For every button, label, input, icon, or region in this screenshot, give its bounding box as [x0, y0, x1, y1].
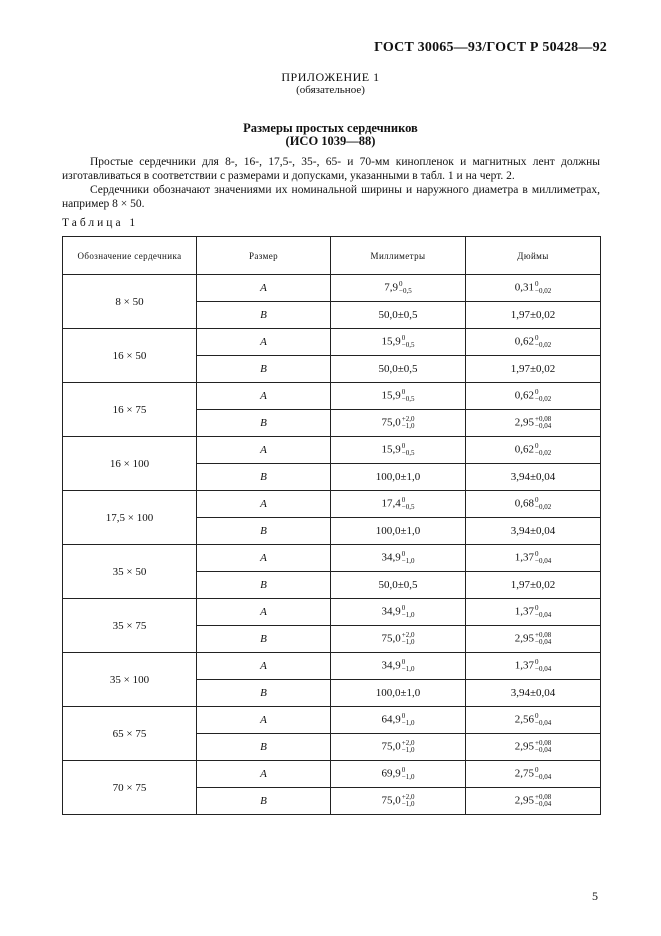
mm-cell-base: 50,0±0,5 — [378, 363, 418, 375]
mm-cell — [331, 761, 466, 788]
inch-cell — [466, 653, 601, 680]
mm-cell — [331, 464, 466, 491]
upper-tolerance: 0 — [401, 766, 406, 774]
section-heading — [0, 122, 661, 148]
mm-cell-tolerance — [402, 389, 415, 403]
table-row — [63, 545, 601, 572]
mm-cell — [331, 356, 466, 383]
upper-tolerance: 0 — [535, 550, 539, 558]
mm-cell — [331, 599, 466, 626]
upper-tolerance: 0 — [535, 334, 539, 342]
inch-cell-base: 3,94±0,04 — [510, 471, 556, 483]
inch-cell — [466, 491, 601, 518]
inch-cell-tolerance — [535, 551, 551, 565]
upper-tolerance: 0 — [401, 442, 406, 450]
mm-cell-tolerance — [402, 416, 415, 430]
inch-cell — [466, 302, 601, 329]
mm-cell-tolerance — [402, 443, 415, 457]
inch-cell — [466, 788, 601, 815]
upper-tolerance: +0,08 — [535, 739, 552, 747]
table-row — [63, 275, 601, 302]
inch-cell — [466, 545, 601, 572]
upper-tolerance: +2,0 — [401, 631, 415, 639]
size-cell: B — [197, 518, 331, 545]
paragraph-2: Сердечники обозначают значениями их номинальной ширины и наружного диаметра в миллиметрах, например 8 × 50. — [62, 184, 600, 210]
mm-cell-base: 75,0 — [381, 794, 401, 807]
inch-cell-base: 1,37 — [514, 659, 535, 672]
inch-cell-tolerance — [535, 740, 551, 754]
lower-tolerance: −1,0 — [401, 557, 415, 565]
lower-tolerance: −0,02 — [535, 287, 552, 295]
lower-tolerance: −1,0 — [401, 638, 415, 646]
lower-tolerance: −0,04 — [535, 746, 552, 754]
size-cell: B — [197, 410, 331, 437]
header-millimeters: Миллиметры — [331, 237, 466, 275]
mm-cell-base: 75,0 — [381, 740, 401, 753]
lower-tolerance: −1,0 — [401, 422, 415, 430]
mm-cell — [331, 275, 466, 302]
core-designation-cell: 65 × 75 — [63, 707, 197, 761]
mm-cell — [331, 383, 466, 410]
mm-cell-base: 15,9 — [381, 443, 401, 456]
inch-cell-tolerance — [535, 659, 551, 673]
upper-tolerance: 0 — [401, 496, 406, 504]
size-cell: B — [197, 788, 331, 815]
mm-cell-tolerance — [402, 605, 415, 619]
inch-cell-base: 3,94±0,04 — [510, 525, 556, 537]
upper-tolerance: 0 — [401, 604, 406, 612]
mm-cell-base: 50,0±0,5 — [378, 309, 418, 321]
lower-tolerance: −1,0 — [401, 773, 415, 781]
lower-tolerance: −0,5 — [399, 287, 412, 295]
inch-cell-base: 0,68 — [514, 497, 535, 510]
inch-cell — [466, 275, 601, 302]
mm-cell-tolerance — [402, 632, 415, 646]
inch-cell-tolerance — [535, 281, 551, 295]
size-cell: A — [197, 383, 331, 410]
core-designation-cell: 35 × 100 — [63, 653, 197, 707]
header-inches: Дюймы — [466, 237, 601, 275]
table-row — [63, 707, 601, 734]
inch-cell-tolerance — [535, 443, 551, 457]
mm-cell-base: 100,0±1,0 — [375, 687, 421, 699]
table-row — [63, 383, 601, 410]
lower-tolerance: −0,02 — [535, 449, 552, 457]
size-cell: B — [197, 680, 331, 707]
inch-cell-tolerance — [535, 389, 551, 403]
lower-tolerance: −0,04 — [535, 611, 552, 619]
core-designation-cell: 70 × 75 — [63, 761, 197, 815]
mm-cell-tolerance — [402, 497, 415, 511]
upper-tolerance: +0,08 — [535, 793, 552, 801]
inch-cell — [466, 518, 601, 545]
table-row — [63, 599, 601, 626]
mm-cell — [331, 410, 466, 437]
mm-cell-base: 64,9 — [381, 713, 401, 726]
core-designation-cell: 16 × 50 — [63, 329, 197, 383]
inch-cell-tolerance — [535, 632, 551, 646]
document-header: ГОСТ 30065—93/ГОСТ Р 50428—92 — [374, 40, 607, 55]
mm-cell — [331, 329, 466, 356]
table-row — [63, 329, 601, 356]
mm-cell-tolerance — [402, 551, 415, 565]
mm-cell-tolerance — [402, 335, 415, 349]
annex-subtitle: (обязательное) — [296, 84, 365, 96]
inch-cell-base: 1,97±0,02 — [510, 309, 556, 321]
inch-cell-tolerance — [535, 794, 551, 808]
upper-tolerance: 0 — [535, 766, 539, 774]
lower-tolerance: −0,04 — [535, 800, 552, 808]
inch-cell-tolerance — [535, 416, 551, 430]
header-size: Размер — [197, 237, 331, 275]
mm-cell-base: 34,9 — [381, 605, 401, 618]
inch-cell-base: 2,95 — [514, 416, 535, 429]
upper-tolerance: 0 — [535, 280, 539, 288]
mm-cell — [331, 734, 466, 761]
upper-tolerance: +2,0 — [401, 793, 415, 801]
core-designation-cell: 35 × 75 — [63, 599, 197, 653]
core-designation-cell: 16 × 100 — [63, 437, 197, 491]
size-cell: A — [197, 437, 331, 464]
size-cell: A — [197, 599, 331, 626]
inch-cell-base: 2,95 — [514, 794, 535, 807]
upper-tolerance: 0 — [401, 712, 406, 720]
core-designation-cell: 16 × 75 — [63, 383, 197, 437]
size-cell: A — [197, 275, 331, 302]
mm-cell-tolerance — [399, 281, 412, 295]
mm-cell — [331, 545, 466, 572]
core-designation-cell: 8 × 50 — [63, 275, 197, 329]
mm-cell-base: 17,4 — [381, 497, 401, 510]
upper-tolerance: 0 — [401, 550, 406, 558]
lower-tolerance: −0,5 — [401, 503, 415, 511]
inch-cell — [466, 599, 601, 626]
inch-cell-base: 2,95 — [514, 632, 535, 645]
mm-cell-base: 100,0±1,0 — [375, 525, 421, 537]
mm-cell-base: 34,9 — [381, 659, 401, 672]
lower-tolerance: −0,5 — [401, 449, 415, 457]
mm-cell-tolerance — [402, 659, 415, 673]
lower-tolerance: −0,02 — [535, 395, 552, 403]
mm-cell — [331, 788, 466, 815]
inch-cell-base: 0,62 — [514, 443, 535, 456]
upper-tolerance: 0 — [535, 658, 539, 666]
lower-tolerance: −0,04 — [535, 557, 552, 565]
size-cell: B — [197, 734, 331, 761]
inch-cell-tolerance — [535, 713, 551, 727]
mm-cell-base: 50,0±0,5 — [378, 579, 418, 591]
upper-tolerance: +0,08 — [535, 415, 552, 423]
inch-cell — [466, 410, 601, 437]
annex-title: ПРИЛОЖЕНИЕ 1 — [281, 70, 380, 84]
lower-tolerance: −1,0 — [401, 719, 415, 727]
size-cell: A — [197, 545, 331, 572]
mm-cell — [331, 653, 466, 680]
dimensions-table — [62, 236, 601, 815]
header-core-designation: Обозначение сердечника — [63, 237, 197, 275]
inch-cell — [466, 329, 601, 356]
core-designation-cell: 17,5 × 100 — [63, 491, 197, 545]
inch-cell — [466, 356, 601, 383]
section-subtitle: (ИСО 1039—88) — [285, 134, 376, 148]
size-cell: B — [197, 356, 331, 383]
inch-cell-base: 1,97±0,02 — [510, 363, 556, 375]
lower-tolerance: −0,02 — [535, 503, 552, 511]
paragraph-1: Простые сердечники для 8-, 16-, 17,5-, 35-, 65- и 70-мм кинопленок и магнитных лент должны изготавливаться в соответствии с размерами и допусками, указанными в табл. 1 и на черт. 2. — [62, 156, 600, 182]
inch-cell-tolerance — [535, 767, 551, 781]
size-cell: A — [197, 329, 331, 356]
upper-tolerance: +2,0 — [401, 415, 415, 423]
inch-cell-base: 0,31 — [514, 281, 535, 294]
upper-tolerance: 0 — [401, 388, 406, 396]
upper-tolerance: 0 — [535, 496, 539, 504]
inch-cell-base: 1,37 — [514, 605, 535, 618]
lower-tolerance: −0,04 — [535, 638, 552, 646]
mm-cell — [331, 491, 466, 518]
inch-cell-base: 0,62 — [514, 389, 535, 402]
mm-cell-base: 100,0±1,0 — [375, 471, 421, 483]
table-row — [63, 653, 601, 680]
upper-tolerance: +2,0 — [401, 739, 415, 747]
upper-tolerance: 0 — [399, 280, 403, 288]
inch-cell-base: 2,56 — [514, 713, 535, 726]
inch-cell-base: 0,62 — [514, 335, 535, 348]
inch-cell — [466, 464, 601, 491]
mm-cell — [331, 626, 466, 653]
size-cell: B — [197, 626, 331, 653]
mm-cell-base: 69,9 — [381, 767, 401, 780]
inch-cell — [466, 572, 601, 599]
inch-cell — [466, 680, 601, 707]
inch-cell — [466, 383, 601, 410]
mm-cell — [331, 518, 466, 545]
mm-cell-base: 75,0 — [381, 632, 401, 645]
inch-cell-base: 1,97±0,02 — [510, 579, 556, 591]
lower-tolerance: −1,0 — [401, 746, 415, 754]
size-cell: B — [197, 302, 331, 329]
table-body — [63, 275, 601, 815]
inch-cell — [466, 437, 601, 464]
inch-cell — [466, 761, 601, 788]
table-label: Таблица 1 — [62, 217, 139, 229]
upper-tolerance: 0 — [401, 658, 406, 666]
mm-cell — [331, 437, 466, 464]
inch-cell — [466, 707, 601, 734]
upper-tolerance: 0 — [401, 334, 406, 342]
mm-cell-base: 15,9 — [381, 389, 401, 402]
mm-cell-tolerance — [402, 713, 415, 727]
table-header-row — [63, 237, 601, 275]
inch-cell-tolerance — [535, 497, 551, 511]
section-title: Размеры простых сердечников — [243, 121, 418, 135]
mm-cell-tolerance — [402, 740, 415, 754]
core-designation-cell: 35 × 50 — [63, 545, 197, 599]
inch-cell-base: 2,95 — [514, 740, 535, 753]
mm-cell-base: 75,0 — [381, 416, 401, 429]
mm-cell — [331, 572, 466, 599]
inch-cell-base: 3,94±0,04 — [510, 687, 556, 699]
lower-tolerance: −1,0 — [401, 611, 415, 619]
inch-cell — [466, 626, 601, 653]
mm-cell — [331, 680, 466, 707]
lower-tolerance: −1,0 — [401, 665, 415, 673]
mm-cell-base: 34,9 — [381, 551, 401, 564]
table-row — [63, 491, 601, 518]
size-cell: B — [197, 464, 331, 491]
mm-cell-tolerance — [402, 794, 415, 808]
size-cell: A — [197, 707, 331, 734]
lower-tolerance: −0,04 — [535, 719, 552, 727]
lower-tolerance: −0,5 — [401, 395, 415, 403]
inch-cell-tolerance — [535, 335, 551, 349]
size-cell: B — [197, 572, 331, 599]
upper-tolerance: +0,08 — [535, 631, 552, 639]
mm-cell-tolerance — [402, 767, 415, 781]
upper-tolerance: 0 — [535, 442, 539, 450]
size-cell: A — [197, 491, 331, 518]
table-row — [63, 437, 601, 464]
table-row — [63, 761, 601, 788]
inch-cell — [466, 734, 601, 761]
mm-cell — [331, 707, 466, 734]
page-number: 5 — [592, 889, 598, 903]
lower-tolerance: −1,0 — [401, 800, 415, 808]
size-cell: A — [197, 653, 331, 680]
size-cell: A — [197, 761, 331, 788]
lower-tolerance: −0,5 — [401, 341, 415, 349]
lower-tolerance: −0,04 — [535, 665, 552, 673]
lower-tolerance: −0,04 — [535, 773, 552, 781]
mm-cell-base: 15,9 — [381, 335, 401, 348]
upper-tolerance: 0 — [535, 712, 539, 720]
upper-tolerance: 0 — [535, 388, 539, 396]
lower-tolerance: −0,02 — [535, 341, 552, 349]
inch-cell-base: 1,37 — [514, 551, 535, 564]
inch-cell-tolerance — [535, 605, 551, 619]
mm-cell-base: 7,9 — [384, 281, 399, 294]
upper-tolerance: 0 — [535, 604, 539, 612]
mm-cell — [331, 302, 466, 329]
annex-heading — [0, 71, 661, 97]
inch-cell-base: 2,75 — [514, 767, 535, 780]
lower-tolerance: −0,04 — [535, 422, 552, 430]
